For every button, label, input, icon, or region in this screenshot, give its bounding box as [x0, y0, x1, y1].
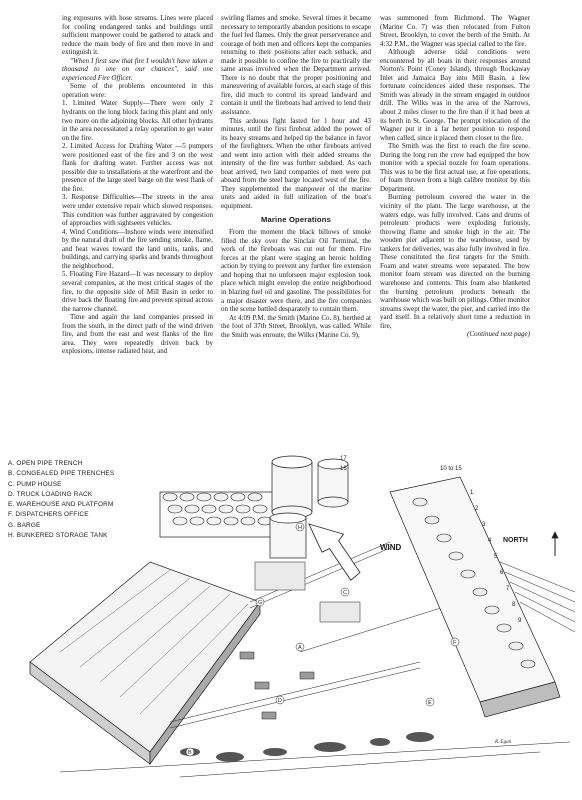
tank-number-label: 5: [494, 554, 498, 560]
section-heading: Marine Operations: [260, 214, 332, 224]
storage-tank: [253, 505, 267, 513]
north-arrow: [503, 532, 558, 556]
marker-label: E: [428, 700, 432, 706]
legend-item: C. PUMP HOUSE: [8, 480, 62, 488]
storage-tank: [449, 552, 463, 560]
legend-item: F. DISPATCHERS OFFICE: [8, 511, 89, 519]
storage-tank: [521, 660, 535, 668]
storage-tank: [473, 588, 487, 596]
storage-tank: [197, 493, 211, 501]
storage-tank: [497, 624, 511, 632]
tank-number-label: 8: [512, 602, 516, 608]
tank-number-label: 2: [475, 506, 479, 512]
text-column-middle: [221, 14, 371, 339]
legend-item: D. TRUCK LOADING RACK: [8, 490, 93, 498]
legend: [8, 459, 198, 541]
tank-number-label: 3: [482, 522, 486, 528]
paragraph: Although adverse tidal conditions were encountered by all boats in their responses around Norton's Point (Coney Island), through Rockaway Inlet and Jamaica Bay into Mill Basin, a few fortunate coincidences aided these responses. The Smith was already in the stream engaged in outdoor drill. The Wilks was in the area of the Narrows, about 2 miles closer to the fire than if it had been at its berth in St. George. The prompt relocation of the Wagner put it in a far better position to respond when called, since it placed them closer to the fire.: [380, 48, 530, 142]
paragraph: The Smith was the first to reach the fire scene. During the long run the crew had equipped the bow monitor with a special nozzle for foam operations. This was to be the first actual use, at fire operations, of foam thrown from a high calibre monitor by this Department.: [380, 142, 530, 193]
legend-item: H. BUNKERED STORAGE TANK: [8, 532, 108, 540]
fire-trucks: [240, 652, 314, 719]
problem-item-2: 2. Limited Access for Drafting Water —5 pumpers were positioned east of the fire and 3 on the west flank for drafting water. Further access was not possible due to installations at the waterfront and the presence of the large steel barge on the west flank of the fire.: [62, 142, 213, 193]
marker-label: F: [453, 640, 457, 646]
tank-number-label: 16: [340, 466, 347, 472]
legend-item: E. WAREHOUSE AND PLATFORM: [8, 501, 114, 509]
storage-tank: [509, 642, 523, 650]
wind-label: WIND: [380, 543, 402, 552]
storage-tank: [236, 505, 250, 513]
wind-arrow: [303, 511, 402, 583]
tank-number-label: 17: [340, 456, 347, 462]
storage-tank: [413, 498, 427, 506]
storage-tank: [425, 516, 439, 524]
paragraph: At 4:09 P.M. the Smith (Marine Co. 8), berthed at the foot of 37th Street, Brooklyn, was called. While the Smith was enroute, the Wilks (Marine Co. 9),: [221, 313, 371, 339]
problem-item-1: 1. Limited Water Supply—There were only 2 hydrants on the long block facing this plant and only two more on the adjoining blocks. All other hydrants in the area necessitated a relay operation to get water on the fire.: [62, 99, 213, 142]
tank-number-label: 6: [500, 570, 504, 576]
marker-label: C: [343, 590, 347, 596]
legend-item: B. CONGEALED PIPE TRENCHES: [8, 470, 115, 478]
paragraph: From the moment the black billows of smoke filled the sky over the Sinclair Oil Terminal, the work of the fireboats was cut out for them. Fire forces at the plant were staging an heroic holding action by trying to prevent any further fire extension and hoping that no unforseen major explosion took place which might envelop the entire neighborhood in blazing fuel oil and gasoline. The possibilities for a major disaster were there, and the fire companies on the scene battled desparately to contain them.: [221, 228, 371, 314]
storage-tank: [214, 493, 228, 501]
storage-tank: [485, 606, 499, 614]
legend-item: A. OPEN PIPE TRENCH: [8, 460, 83, 467]
tank-number-label: 9: [518, 618, 522, 624]
tank-number-label: 7: [506, 586, 510, 592]
storage-tank: [461, 570, 475, 578]
paragraph: swirling flames and smoke. Several times it became necessary to temporarily abandon positions to escape the fuel fed flames. Only the great perserverance and courage of both men and officers kept the companies returning to their positions after each setback, and made it possible to confine the fire to practically the same areas involved when the Department arrived. There is no doubt that the proper positioning and maneuvering of available forces, at each stage of this fire, did much to control its spread landward and contain it until the fireboats had arrived to lend their assistance.: [221, 14, 371, 117]
problem-item-5: 5. Floating Fire Hazard—It was necessary to deploy several companies, at the most critical stages of the fire, to the opposite side of Mill Basin in order to drive back the floating fire and prevent spread across the narrow channel.: [62, 270, 213, 313]
problem-item-3: 3. Response Difficulties—The streets in the area were under extensive repair which slowed responses. This condition was further aggravated by congestion of approaches with sightseers vehicles.: [62, 193, 213, 228]
tank-number-label: 10 to 15: [440, 466, 462, 472]
paragraph: Some of the problems encountered in this operation were:: [62, 82, 213, 99]
storage-tank: [437, 534, 451, 542]
marker-label: G: [258, 600, 263, 606]
storage-tank: [241, 517, 255, 525]
north-label: NORTH: [503, 537, 528, 544]
storage-tank: [224, 517, 238, 525]
marker-label: A: [298, 645, 302, 651]
paragraph: was summoned from Richmond. The Wagner (Marine Co. 7) was then relocated from Fulton Street, Brooklyn, to cover the berth of the Smith. At 4:32 P.M., the Wagner was special called to the fire.: [380, 14, 530, 48]
quote-paragraph: "When I first saw that fire I wouldn't have taken a thousand to one on our chances", said one experienced Fire Officer.: [62, 56, 213, 82]
continued-note: (Continued next page): [466, 330, 530, 339]
marker-label: B: [188, 750, 192, 756]
marker-label: D: [278, 698, 282, 704]
problem-item-4: 4. Wind Conditions—Inshore winds were intensified by the natural draft of the fire sending smoke, flame, and heat waves toward the land units, tanks, and buildings, and carrying sparks and brands throughout the neighborhood.: [62, 227, 213, 270]
paragraph: ing exposures with hose streams. Lines were placed for cooling endangered tanks and buildings until sufficient manpower could be gathered to attack and reduce the main body of fire and then move in and extinguish it.: [62, 14, 213, 57]
storage-tank: [207, 517, 221, 525]
barge-illustration: [30, 562, 263, 764]
paragraph: Burning petroleum covered the water in the vicinity of the plant. The large warehouse, at the waters edge, was fully involved. Cans and drums of petroleum products were exploding furiously, throwing flame and smoke high in the air. The wooden pier adjacent to the warehouse, used by tankers for deliveries, was also fully involved in fire. These constituted the first targets for the Smith. Foam and water streams were separated. The bow monitor foam stream was directed on the burning warehouse and contents. This foam also blanketed the burning petroleum products beneath the warehouse which was built on pilings. Other monitor streams swept the water, the pier, and carried into the yard itself. In a relatively short time a reduction in fire,: [380, 193, 530, 330]
tank-number-label: 1: [470, 490, 474, 496]
artist-signature: R. Egan: [495, 740, 512, 745]
paragraph: Time and again the land companies pressed in from the south, in the direct path of the wind driven fire, and from the east and west flanks of the fire area. They were repeatedly driven back by explosions, intense radiated heat, and: [62, 313, 213, 356]
storage-tank: [231, 493, 245, 501]
storage-tank: [202, 505, 216, 513]
warehouse-and-platform: [390, 477, 560, 717]
storage-tank: [219, 505, 233, 513]
marker-label: H: [298, 525, 302, 531]
paragraph: This arduous fight lasted for 1 hour and 43 minutes, until the first fireboat added the power of its heavy streams and helped tip the balance in favor of the firefighters. When the other fireboats arrived and went into action with their added streams the intensity of the fire was further subdued. As each boat arrived, two land companies of men were put aboard from the steel barge located west of the fire. They supplemented the manpower of the marine units and aided in full utilization of the boat's equipment.: [221, 116, 371, 211]
tank-number-label: 4: [488, 538, 492, 544]
legend-item: G. BARGE: [8, 521, 41, 529]
storage-tank: [248, 493, 262, 501]
text-column-left: [62, 14, 213, 356]
text-column-right: [380, 14, 530, 339]
